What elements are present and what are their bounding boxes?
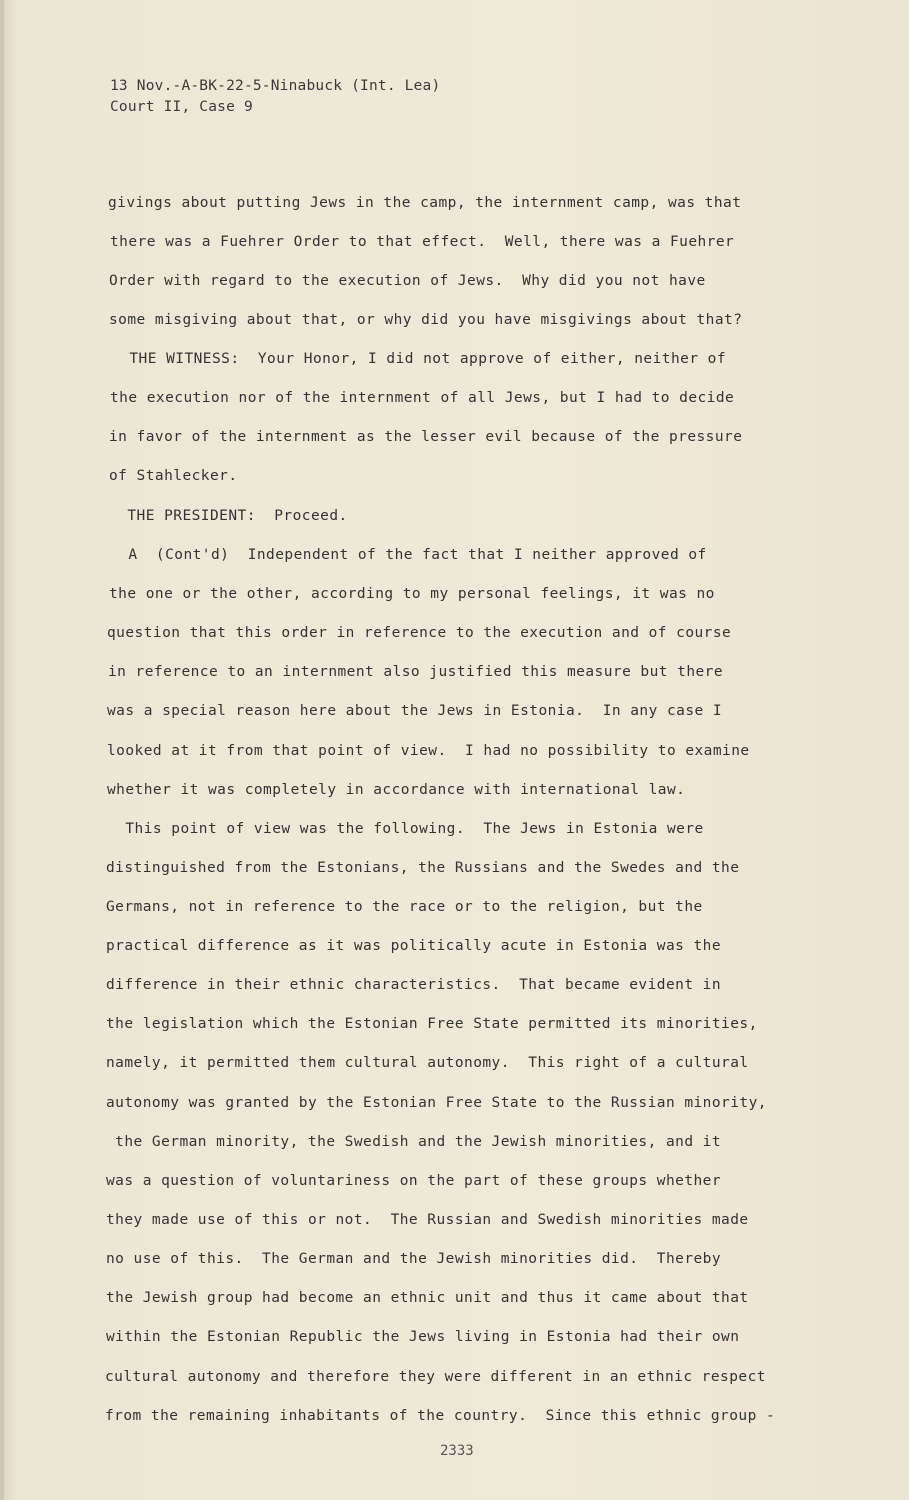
transcript-line: the one or the other, according to my personal feelings, it was no bbox=[109, 586, 715, 602]
transcript-line: givings about putting Jews in the camp, the internment camp, was that bbox=[108, 195, 742, 211]
transcript-line: difference in their ethnic characteristics. That became evident in bbox=[106, 977, 722, 993]
transcript-line: looked at it from that point of view. I had no possibility to examine bbox=[107, 743, 750, 759]
transcript-line: the Jewish group had become an ethnic unit and thus it came about that bbox=[106, 1290, 749, 1306]
transcript-line: in reference to an internment also justified this measure but there bbox=[108, 664, 724, 680]
transcript-line: from the remaining inhabitants of the country. Since this ethnic group - bbox=[105, 1408, 776, 1424]
transcript-line: some misgiving about that, or why did you have misgivings about that? bbox=[109, 312, 743, 328]
transcript-line: question that this order in reference to the execution and of course bbox=[107, 625, 732, 641]
document-header bbox=[110, 76, 440, 118]
header-court-line: Court II, Case 9 bbox=[110, 99, 253, 115]
page-number: 2333 bbox=[440, 1443, 474, 1459]
transcript-line: of Stahlecker. bbox=[109, 468, 238, 484]
transcript-line: no use of this. The German and the Jewish minorities did. Thereby bbox=[106, 1251, 722, 1267]
transcript-line: THE PRESIDENT: Proceed. bbox=[109, 508, 348, 524]
transcript-line: in favor of the internment as the lesser evil because of the pressure bbox=[109, 429, 743, 445]
transcript-line: practical difference as it was politically acute in Estonia was the bbox=[106, 938, 722, 954]
transcript-line: distinguished from the Estonians, the Russians and the Swedes and the bbox=[106, 860, 740, 876]
transcript-line: autonomy was granted by the Estonian Free State to the Russian minority, bbox=[106, 1095, 767, 1111]
transcript-line: A (Cont'd) Independent of the fact that I neither approved of bbox=[110, 547, 707, 563]
transcript-line: Germans, not in reference to the race or to the religion, but the bbox=[106, 899, 703, 915]
transcript-line: within the Estonian Republic the Jews living in Estonia had their own bbox=[106, 1329, 740, 1345]
transcript-line: the German minority, the Swedish and the Jewish minorities, and it bbox=[106, 1134, 722, 1150]
transcript-line: the legislation which the Estonian Free State permitted its minorities, bbox=[106, 1016, 758, 1032]
transcript-line: they made use of this or not. The Russian and Swedish minorities made bbox=[106, 1212, 749, 1228]
transcript-line: This point of view was the following. The Jews in Estonia were bbox=[107, 821, 704, 837]
transcript-line: namely, it permitted them cultural autonomy. This right of a cultural bbox=[106, 1055, 749, 1071]
page-edge bbox=[0, 0, 4, 1500]
transcript-line: there was a Fuehrer Order to that effect. Well, there was a Fuehrer bbox=[110, 234, 735, 250]
transcript-line: was a special reason here about the Jews in Estonia. In any case I bbox=[107, 703, 723, 719]
transcript-line: Order with regard to the execution of Jews. Why did you not have bbox=[109, 273, 706, 289]
transcript-line: cultural autonomy and therefore they were different in an ethnic respect bbox=[105, 1369, 766, 1385]
transcript-line: the execution nor of the internment of all Jews, but I had to decide bbox=[110, 390, 735, 406]
header-reference-line: 13 Nov.-A-BK-22-5-Ninabuck (Int. Lea) bbox=[110, 78, 441, 94]
transcript-line: whether it was completely in accordance with international law. bbox=[107, 782, 686, 798]
transcript-line: was a question of voluntariness on the part of these groups whether bbox=[106, 1173, 722, 1189]
transcript-line: THE WITNESS: Your Honor, I did not approve of either, neither of bbox=[111, 351, 727, 367]
